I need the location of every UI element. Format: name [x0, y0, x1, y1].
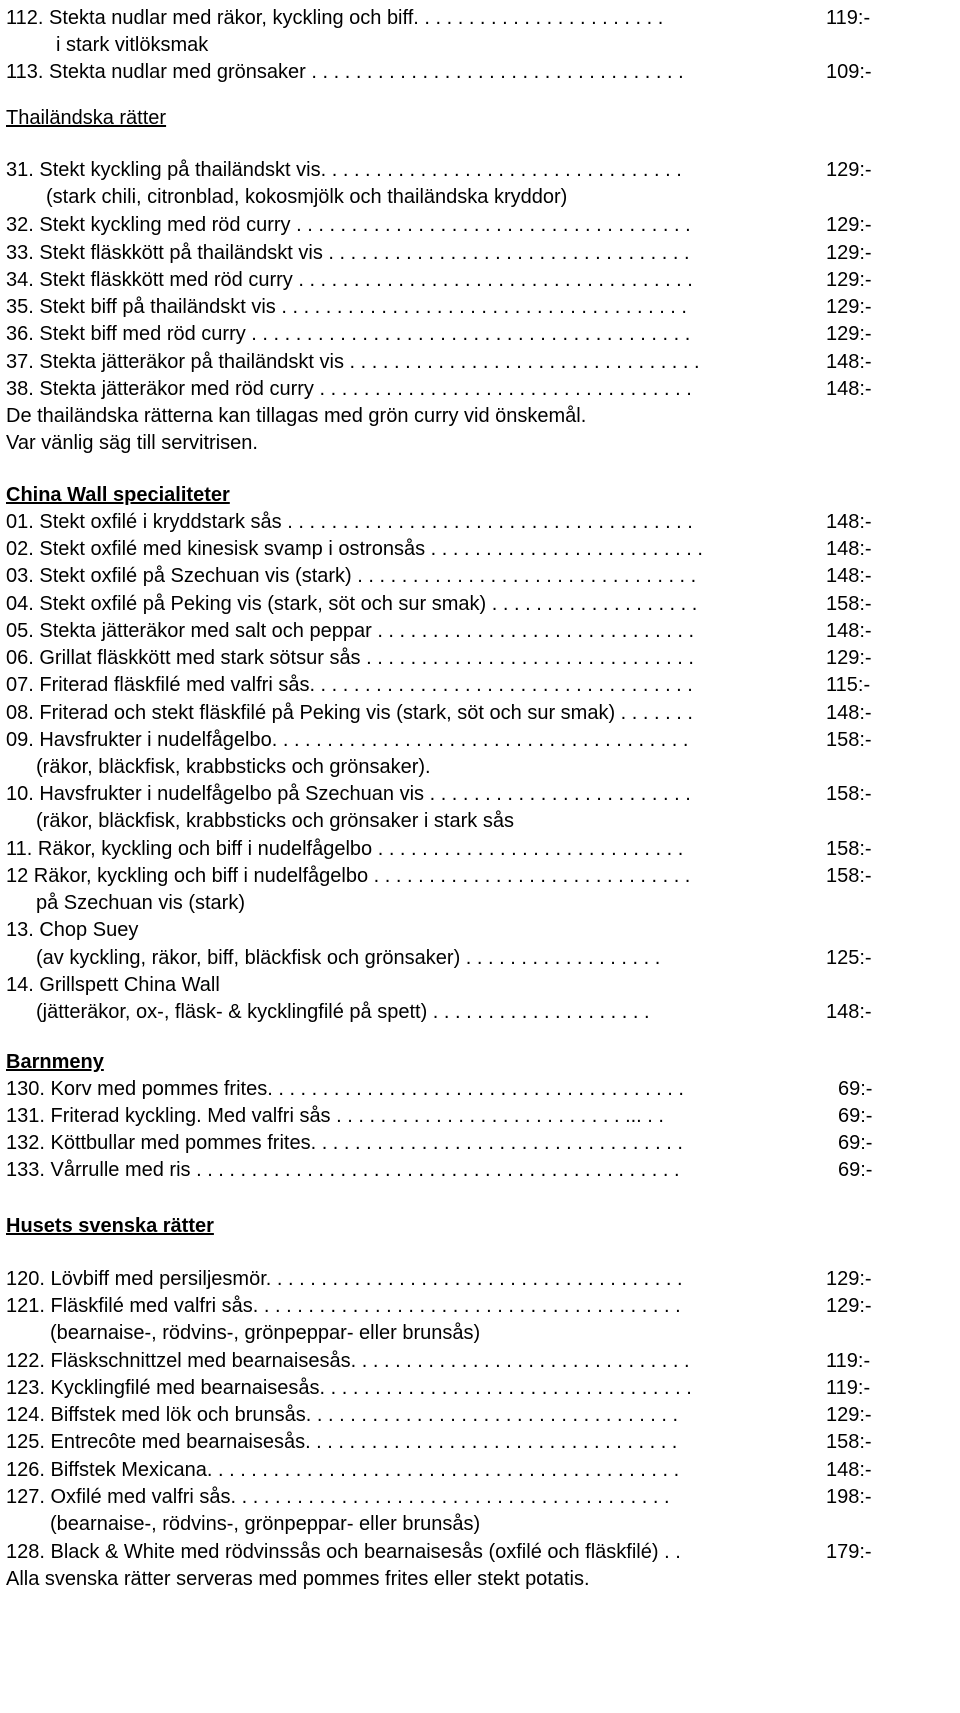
item-price: 148:-	[826, 620, 872, 642]
item-text: 32. Stekt kyckling med röd curry . . . . . . . . . . . . . . . . . . . . . . . . . . . . . . . . . . . .	[6, 214, 691, 236]
item-price: 179:-	[826, 1541, 872, 1563]
item-text: 08. Friterad och stekt fläskfilé på Peking vis (stark, söt och sur smak) . . . . . . .	[6, 702, 693, 724]
item-text: (stark chili, citronblad, kokosmjölk och thailändska kryddor)	[46, 186, 568, 208]
menu-item-description	[0, 752, 960, 782]
section-note	[0, 1564, 960, 1594]
menu-item-112-note	[0, 30, 960, 60]
item-price: 158:-	[826, 729, 872, 751]
item-text: 34. Stekt fläskkött med röd curry . . . . . . . . . . . . . . . . . . . . . . . . . . . . . . . . . . . .	[6, 269, 693, 291]
menu-item-description	[0, 1509, 960, 1539]
menu-item	[0, 834, 960, 864]
item-text: 01. Stekt oxfilé i kryddstark sås . . . . . . . . . . . . . . . . . . . . . . . . . . . . . . . . . . . . .	[6, 511, 693, 533]
section-heading-swedish	[0, 1211, 960, 1241]
menu-item	[0, 561, 960, 591]
item-price: 129:-	[826, 1295, 872, 1317]
menu-item	[0, 319, 960, 349]
item-price: 129:-	[826, 214, 872, 236]
menu-item	[0, 643, 960, 673]
item-text: 06. Grillat fläskkött med stark sötsur sås . . . . . . . . . . . . . . . . . . . . . . . . . . . . . .	[6, 647, 694, 669]
item-text: 37. Stekta jätteräkor på thailändskt vis . . . . . . . . . . . . . . . . . . . . . . . . . . . . . . . .	[6, 351, 700, 373]
item-text: 125. Entrecôte med bearnaisesås. . . . . . . . . . . . . . . . . . . . . . . . . . . . . . . . . .	[6, 1431, 678, 1453]
menu-item	[0, 507, 960, 537]
item-text: 131. Friterad kyckling. Med valfri sås . . . . . . . . . . . . . . . . . . . . . . . . . . ... . .	[6, 1105, 664, 1127]
item-text: 10. Havsfrukter i nudelfågelbo på Szechuan vis . . . . . . . . . . . . . . . . . . . . . . . .	[6, 783, 691, 805]
item-text: 128. Black & White med rödvinssås och bearnaisesås (oxfilé och fläskfilé) . .	[6, 1541, 681, 1563]
section-heading-specialties	[0, 480, 960, 510]
item-text: 11. Räkor, kyckling och biff i nudelfågelbo . . . . . . . . . . . . . . . . . . . . . . . . . . . .	[6, 838, 684, 860]
menu-item	[0, 1346, 960, 1376]
menu-item	[0, 1537, 960, 1567]
item-text: 113. Stekta nudlar med grönsaker . . . . . . . . . . . . . . . . . . . . . . . . . . . . . . . . . .	[6, 61, 684, 83]
menu-item-description	[0, 806, 960, 836]
item-text: 33. Stekt fläskkött på thailändskt vis . . . . . . . . . . . . . . . . . . . . . . . . . . . . . . . . .	[6, 242, 690, 264]
menu-item	[0, 265, 960, 295]
menu-item-description	[0, 888, 960, 918]
item-text: (bearnaise-, rödvins-, grönpeppar- eller brunsås)	[50, 1322, 481, 1344]
item-price: 125:-	[826, 947, 872, 969]
item-text: (av kyckling, räkor, biff, bläckfisk och grönsaker) . . . . . . . . . . . . . . . . . .	[36, 947, 661, 969]
item-text: 121. Fläskfilé med valfri sås. . . . . . . . . . . . . . . . . . . . . . . . . . . . . . . . . . . . . . .	[6, 1295, 681, 1317]
section-note	[0, 428, 960, 458]
menu-item	[0, 779, 960, 809]
menu-item	[0, 1155, 960, 1185]
item-text: 12 Räkor, kyckling och biff i nudelfågelbo . . . . . . . . . . . . . . . . . . . . . . . . . . . . .	[6, 865, 691, 887]
item-price: 198:-	[826, 1486, 872, 1508]
menu-item	[0, 534, 960, 564]
item-price: 129:-	[826, 296, 872, 318]
item-price: 148:-	[826, 702, 872, 724]
menu-item	[0, 238, 960, 268]
item-text: (räkor, bläckfisk, krabbsticks och grönsaker).	[36, 756, 431, 778]
section-heading-kids	[0, 1047, 960, 1077]
menu-item-description	[0, 943, 960, 973]
item-price: 129:-	[826, 1268, 872, 1290]
note-text: Alla svenska rätter serveras med pommes frites eller stekt potatis.	[6, 1568, 590, 1590]
menu-item-description	[0, 1318, 960, 1348]
note-text: De thailändska rätterna kan tillagas med grön curry vid önskemål.	[6, 405, 587, 427]
menu-item	[0, 698, 960, 728]
menu-item	[0, 1400, 960, 1430]
item-text: 03. Stekt oxfilé på Szechuan vis (stark) . . . . . . . . . . . . . . . . . . . . . . . . . . . . . . .	[6, 565, 697, 587]
item-price: 158:-	[826, 865, 872, 887]
menu-item	[0, 347, 960, 377]
menu-item	[0, 1427, 960, 1457]
menu-item	[0, 915, 960, 945]
item-text: 132. Köttbullar med pommes frites. . . . . . . . . . . . . . . . . . . . . . . . . . . . . . . . . .	[6, 1132, 683, 1154]
item-price: 69:-	[838, 1105, 873, 1127]
menu-item	[0, 1101, 960, 1131]
item-text: 36. Stekt biff med röd curry . . . . . . . . . . . . . . . . . . . . . . . . . . . . . . . . . . . . . . . .	[6, 323, 691, 345]
item-text: 14. Grillspett China Wall	[6, 974, 220, 996]
menu-item	[0, 670, 960, 700]
item-text: 07. Friterad fläskfilé med valfri sås. . . . . . . . . . . . . . . . . . . . . . . . . . . . . . . . . . .	[6, 674, 693, 696]
item-price: 129:-	[826, 242, 872, 264]
item-text: (bearnaise-, rödvins-, grönpeppar- eller brunsås)	[50, 1513, 481, 1535]
item-price: 129:-	[826, 159, 872, 181]
item-text: 13. Chop Suey	[6, 919, 139, 941]
menu-item	[0, 589, 960, 619]
item-price: 129:-	[826, 269, 872, 291]
menu-item	[0, 1074, 960, 1104]
item-price: 119:-	[826, 1377, 871, 1399]
item-price: 148:-	[826, 538, 872, 560]
item-text: 04. Stekt oxfilé på Peking vis (stark, söt och sur smak) . . . . . . . . . . . . . . . . . . .	[6, 593, 698, 615]
note-text: Var vänlig säg till servitrisen.	[6, 432, 258, 454]
menu-item	[0, 1373, 960, 1403]
menu-item	[0, 1264, 960, 1294]
section-note	[0, 401, 960, 431]
item-text: 123. Kycklingfilé med bearnaisesås. . . . . . . . . . . . . . . . . . . . . . . . . . . . . . . . . .	[6, 1377, 692, 1399]
item-text: på Szechuan vis (stark)	[36, 892, 245, 914]
item-price: 148:-	[826, 1001, 872, 1023]
item-price: 119:-	[826, 1350, 871, 1372]
item-text: 127. Oxfilé med valfri sås. . . . . . . . . . . . . . . . . . . . . . . . . . . . . . . . . . . . . . . .	[6, 1486, 670, 1508]
item-price: 158:-	[826, 783, 872, 805]
item-price: 148:-	[826, 511, 872, 533]
item-price: 148:-	[826, 565, 872, 587]
item-text: 02. Stekt oxfilé med kinesisk svamp i ostronsås . . . . . . . . . . . . . . . . . . . . . . . . .	[6, 538, 703, 560]
item-text: 05. Stekta jätteräkor med salt och peppar . . . . . . . . . . . . . . . . . . . . . . . . . . . . .	[6, 620, 695, 642]
menu-item	[0, 292, 960, 322]
menu-item	[0, 970, 960, 1000]
item-price: 148:-	[826, 1459, 872, 1481]
item-text: (räkor, bläckfisk, krabbsticks och grönsaker i stark sås	[36, 810, 514, 832]
menu-item-113	[0, 57, 960, 87]
item-text: 133. Vårrulle med ris . . . . . . . . . . . . . . . . . . . . . . . . . . . . . . . . . . . . . . . . . . . .	[6, 1159, 680, 1181]
section-title: Barnmeny	[6, 1051, 104, 1073]
item-description: i stark vitlöksmak	[56, 34, 209, 56]
menu-item	[0, 155, 960, 185]
menu-item-description	[0, 997, 960, 1027]
item-text: 35. Stekt biff på thailändskt vis . . . . . . . . . . . . . . . . . . . . . . . . . . . . . . . . . . . . .	[6, 296, 687, 318]
item-price: 158:-	[826, 1431, 872, 1453]
item-price: 109:-	[826, 61, 872, 83]
menu-item	[0, 616, 960, 646]
menu-item	[0, 861, 960, 891]
menu-item-description	[0, 182, 960, 212]
item-text: 31. Stekt kyckling på thailändskt vis. . . . . . . . . . . . . . . . . . . . . . . . . . . . . . . . .	[6, 159, 682, 181]
menu-item	[0, 725, 960, 755]
item-text: 38. Stekta jätteräkor med röd curry . . . . . . . . . . . . . . . . . . . . . . . . . . . . . . . . . .	[6, 378, 692, 400]
menu-item-112	[0, 3, 960, 33]
item-text: (jätteräkor, ox-, fläsk- & kycklingfilé på spett) . . . . . . . . . . . . . . . . . . . .	[36, 1001, 650, 1023]
menu-item	[0, 1455, 960, 1485]
item-text: 122. Fläskschnittzel med bearnaisesås. . . . . . . . . . . . . . . . . . . . . . . . . . . . . . .	[6, 1350, 690, 1372]
menu-item	[0, 374, 960, 404]
item-price: 69:-	[838, 1159, 873, 1181]
item-text: 126. Biffstek Mexicana. . . . . . . . . . . . . . . . . . . . . . . . . . . . . . . . . . . . . . . . . . .	[6, 1459, 680, 1481]
section-heading-thai	[0, 103, 960, 133]
item-price: 129:-	[826, 1404, 872, 1426]
item-price: 115:-	[826, 674, 871, 696]
menu-item	[0, 210, 960, 240]
item-price: 129:-	[826, 647, 872, 669]
menu-item	[0, 1291, 960, 1321]
section-title: China Wall specialiteter	[6, 484, 230, 506]
item-price: 129:-	[826, 323, 872, 345]
item-price: 69:-	[838, 1078, 873, 1100]
item-price: 158:-	[826, 593, 872, 615]
item-price: 148:-	[826, 378, 872, 400]
item-text: 112. Stekta nudlar med räkor, kyckling och biff. . . . . . . . . . . . . . . . . . . . . . .	[6, 7, 664, 29]
menu-item	[0, 1128, 960, 1158]
item-price: 119:-	[826, 7, 871, 29]
section-title: Husets svenska rätter	[6, 1215, 214, 1237]
item-price: 158:-	[826, 838, 872, 860]
item-text: 09. Havsfrukter i nudelfågelbo. . . . . . . . . . . . . . . . . . . . . . . . . . . . . . . . . . . . . .	[6, 729, 689, 751]
item-price: 69:-	[838, 1132, 873, 1154]
item-text: 130. Korv med pommes frites. . . . . . . . . . . . . . . . . . . . . . . . . . . . . . . . . . . . . .	[6, 1078, 684, 1100]
item-text: 120. Lövbiff med persiljesmör. . . . . . . . . . . . . . . . . . . . . . . . . . . . . . . . . . . . . .	[6, 1268, 683, 1290]
item-text: 124. Biffstek med lök och brunsås. . . . . . . . . . . . . . . . . . . . . . . . . . . . . . . . . .	[6, 1404, 679, 1426]
section-title: Thailändska rätter	[6, 107, 167, 129]
item-price: 148:-	[826, 351, 872, 373]
menu-item	[0, 1482, 960, 1512]
